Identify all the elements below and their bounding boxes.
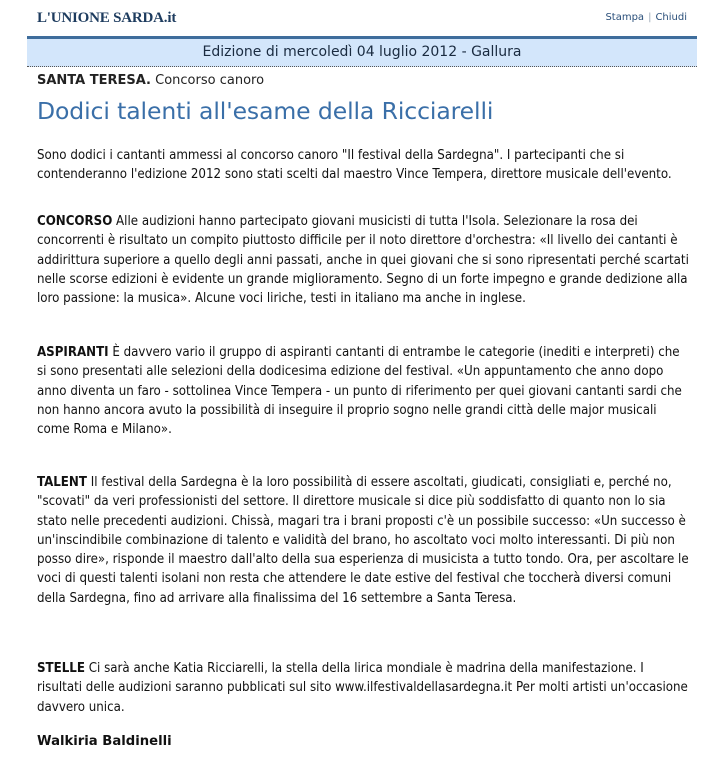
article-paragraph	[37, 659, 692, 717]
paragraph-lead: STELLE	[37, 661, 85, 676]
paragraph-text: È davvero vario il gruppo di aspiranti cantanti di entrambe le categorie (inediti e interpreti) che si sono presentati alle selezioni della dodicesima edizione del festival. «Un appuntamento che anno dopo anno diventa un faro - sottolinea Vince Tempera - un punto di riferimento per quei giovani cantanti sardi che non hanno ancora avuto la possibilità di inseguire il proprio sogno nelle grandi città delle major musicali come Roma e Milano».	[37, 345, 682, 438]
article-paragraph	[37, 146, 692, 185]
article-paragraph	[37, 473, 692, 608]
site-logo: L'UNIONE SARDA.it	[37, 10, 177, 26]
paragraph-lead: TALENT	[37, 475, 87, 490]
article-location: SANTA TERESA.	[37, 73, 151, 88]
edition-banner	[27, 36, 697, 67]
article	[37, 72, 692, 749]
article-paragraph	[37, 212, 692, 308]
close-link[interactable]: Chiudi	[655, 12, 687, 23]
paragraph-text: Alle audizioni hanno partecipato giovani musicisti di tutta l'Isola. Selezionare la rosa dei concorrenti è risultato un compito piuttosto difficile per il noto direttore d'orchestra: «Il livello dei cantanti è addirittura superiore a quello degli anni passati, anche in quei giovani che si sono ripresentati perché scartati nelle scorse edizioni è evidente un grande miglioramento. Segno di un forte impegno e grande dedizione alla loro passione: la musica». Alcune voci liriche, testi in italiano ma anche in inglese.	[37, 214, 689, 307]
article-section: Concorso canoro	[155, 73, 265, 88]
paragraph-lead: ASPIRANTI	[37, 345, 109, 360]
paragraph-lead: CONCORSO	[37, 214, 113, 229]
link-separator: |	[648, 12, 652, 23]
top-links	[605, 12, 687, 23]
paragraph-text: Il festival della Sardegna è la loro possibilità di essere ascoltati, giudicati, consigliati e, perché no, "scovati" da veri professionisti del settore. Il direttore musicale si dice più soddisfatto di quanto non lo sia stato nelle precedenti audizioni. Chissà, magari tra i brani proposti c'è un possibile successo: «Un successo è un'inscindibile combinazione di talento e validità del brano, ho ascoltato voci molto interessanti. Di più non posso dire», risponde il maestro dall'alto della sua esperienza di musicista a tutto tondo. Ora, per ascoltare le voci di questi talenti isolani non resta che attendere le date estive del festival che toccherà diversi comuni della Sardegna, fino ad arrivare alla finalissima del 16 settembre a Santa Teresa.	[37, 475, 689, 606]
paragraph-text: Ci sarà anche Katia Ricciarelli, la stella della lirica mondiale è madrina della manifestazione. I risultati delle audizioni saranno pubblicati sul sito www.ilfestivaldellasardegna.it Per molti artisti un'occasione davvero unica.	[37, 661, 688, 715]
article-kicker	[37, 72, 692, 90]
edition-label: Edizione di mercoledì 04 luglio 2012 - Gallura	[202, 44, 522, 60]
paragraph-text: Sono dodici i cantanti ammessi al concorso canoro "Il festival della Sardegna". I partecipanti che si contenderanno l'edizione 2012 sono stati scelti dal maestro Vince Tempera, direttore musicale dell'evento.	[37, 148, 672, 183]
print-link[interactable]: Stampa	[605, 12, 645, 23]
article-headline: Dodici talenti all'esame della Ricciarelli	[37, 97, 494, 125]
article-paragraph	[37, 343, 692, 439]
article-author: Walkiria Baldinelli	[37, 734, 172, 749]
